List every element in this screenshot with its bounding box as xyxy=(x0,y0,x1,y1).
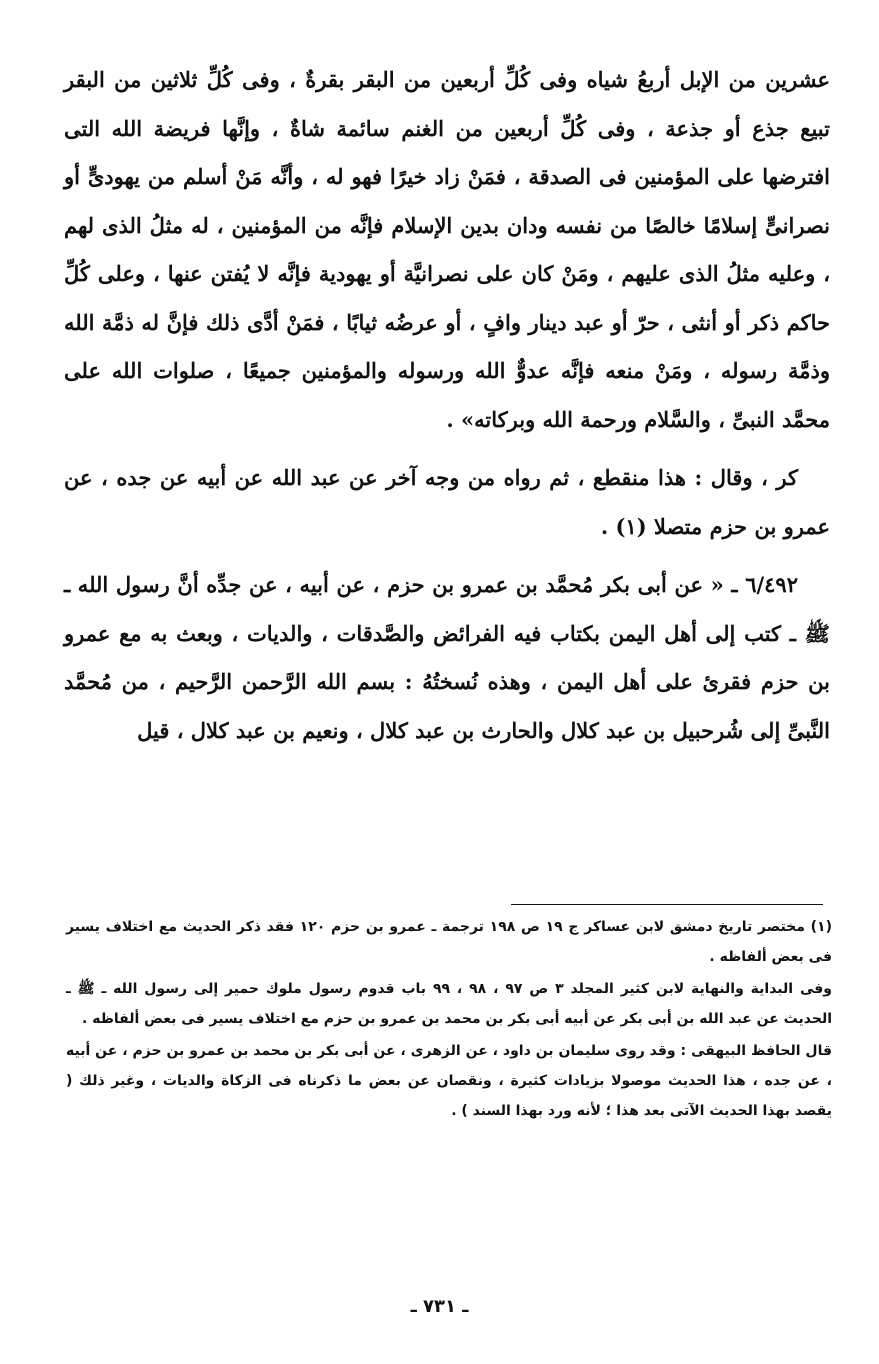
main-paragraph-source-note: كر ، وقال : هذا منقطع ، ثم رواه من وجه آخر عن عبد الله عن أبيه عن جده ، عن عمرو بن حزم متصلا (١) . xyxy=(64,465,830,539)
footnote-divider xyxy=(511,904,823,905)
page-number: ـ ٧٣١ ـ xyxy=(410,1296,469,1317)
footnote-1: (١) مختصر تاريخ دمشق لابن عساكر ج ١٩ ص ١٩٨ ترجمة ـ عمرو بن حزم ١٢٠ فقد ذكر الحديث مع اختلاف يسير فى بعض ألفاظه . xyxy=(66,919,832,965)
main-text xyxy=(64,56,830,755)
footnote-2: وفى البداية والنهاية لابن كثير المجلد ٣ ص ٩٧ ، ٩٨ ، ٩٩ باب قدوم رسول ملوك حمير إلى رسول الله ـ ﷺ ـ الحديث عن عبد الله بن أبى بكر عن أبيه أبى بكر بن محمد بن عمرو بن حزم مع اختلاف يسير فى بعض ألفاظه . xyxy=(66,981,832,1027)
main-paragraph-continued: عشرين من الإبل أربعُ شياه وفى كُلِّ أربعين من البقر بقرةٌ ، وفى كُلِّ ثلاثين من البقر تبيع جذع أو جذعة ، وفى كُلِّ أربعين من الغنم سائمة شاةٌ ، وإنَّها فريضة الله التى افترضها على المؤمنين فى الصدقة ، فمَنْ زاد خيرًا فهو له ، وأنَّه مَنْ أسلم من يهودىٍّ أو نصرانىٍّ إسلامًا خالصًا من نفسه ودان بدين الإسلام فإنَّه من المؤمنين ، له مثلُ الذى لهم ، وعليه مثلُ الذى عليهم ، ومَنْ كان على نصرانيَّة أو يهودية فإنَّه لا يُفتن عنها ، وعلى كُلِّ حاكم ذكر أو أنثى ، حرّ أو عبد دينار وافٍ ، أو عرضُه ثيابًا ، فمَنْ أدَّى ذلك فإنَّ له ذمَّة الله وذمَّة رسوله ، ومَنْ منعه فإنَّه عدوٌّ الله ورسوله والمؤمنين جميعًا ، صلوات الله على محمَّد النبىِّ ، والسَّلام ورحمة الله وبركاته» . xyxy=(64,67,830,432)
footnote-3: قال الحافظ البيهقى : وقد روى سليمان بن داود ، عن الزهرى ، عن أبى بكر بن محمد بن عمرو بن حزم ، عن أبيه ، عن جده ، هذا الحديث موصولا بزيادات كثيرة ، ونقصان عن بعض ما ذكرناه فى الزكاة والديات ، وغير ذلك ( يقصد بهذا الحديث الآتى بعد هذا ؛ لأنه ورد بهذا السند ) . xyxy=(66,1043,832,1119)
footnotes xyxy=(66,912,832,1126)
main-paragraph-hadith-492: ٦/٤٩٢ ـ « عن أبى بكر مُحمَّد بن عمرو بن حزم ، عن أبيه ، عن جدِّه أنَّ رسول الله ـ ﷺ ـ كتب إلى أهل اليمن بكتاب فيه الفرائض والصَّدقات ، والديات ، وبعث به مع عمرو بن حزم فقرئ على أهل اليمن ، وهذه نُسختُهُ : بسم الله الرَّحمن الرَّحيم ، من مُحمَّد النَّبىِّ إلى شُرحبيل بن عبد كلال والحارث بن عبد كلال ، ونعيم بن عبد كلال ، قيل xyxy=(64,572,830,743)
